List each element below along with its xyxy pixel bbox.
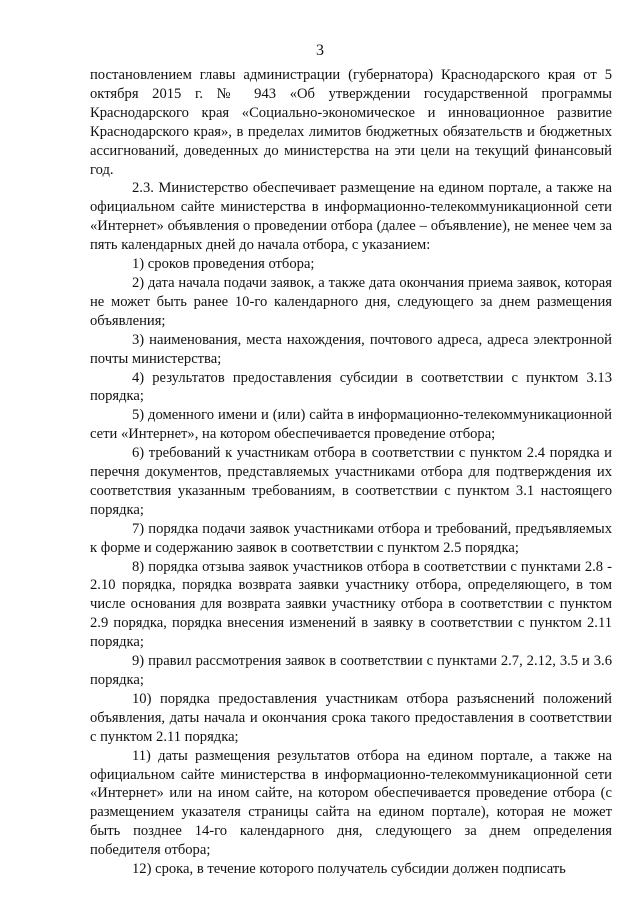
document-body	[90, 66, 612, 879]
page-number: 3	[316, 42, 324, 59]
paragraph: 9) правил рассмотрения заявок в соответствии с пунктами 2.7, 2.12, 3.5 и 3.6 порядка;	[90, 653, 612, 688]
paragraph: 3) наименования, места нахождения, почтового адреса, адреса электронной почты министерства;	[90, 331, 612, 367]
paragraph: 11) даты размещения результатов отбора на едином портале, а также на официальном сайте министерства в информационно-телекоммуникационной сети «Интернет» или на ином сайте, на котором обеспечивается проведение отбора (с размещением указателя страницы сайта на едином портале), которая не может быть позднее 14-го календарного дня, следующего за днем определения победителя отбора;	[90, 747, 612, 859]
paragraph: 5) доменного имени и (или) сайта в информационно-телекоммуникационной сети «Интернет», на котором обеспечивается проведение отбора;	[90, 407, 612, 443]
paragraph: 2.3. Министерство обеспечивает размещение на едином портале, а также на официальном сайте министерства в информационно-телекоммуникационной сети «Интернет» объявления о проведении отбора (далее – объявление), не менее чем за пять календарных дней до начала отбора, с указанием:	[90, 180, 612, 254]
paragraph: 10) порядка предоставления участникам отбора разъяснений положений объявления, даты начала и окончания срока такого предоставления в соответствии с пунктом 2.11 порядка;	[90, 690, 612, 745]
paragraph: 7) порядка подачи заявок участниками отбора и требований, предъявляемых к форме и содержанию заявок в соответствии с пунктом 2.5 порядка;	[90, 520, 612, 556]
paragraph: постановлением главы администрации (губернатора) Краснодарского края от 5 октября 2015 г. № 943 «Об утверждении государственной программы Краснодарского края «Социально-экономическое и инновационное развитие Краснодарского края», в пределах лимитов бюджетных обязательств и бюджетных ассигнований, доведенных до министерства на эти цели на текущий финансовый год.	[90, 67, 612, 178]
paragraph: 6) требований к участникам отбора в соответствии с пунктом 2.4 порядка и перечня документов, представляемых участниками отбора для подтверждения их соответствия указанным требованиям, в соответствии с пунктом 3.1 настоящего порядка;	[90, 445, 612, 518]
paragraph: 4) результатов предоставления субсидии в соответствии с пунктом 3.13 порядка;	[90, 369, 612, 405]
paragraph: 2) дата начала подачи заявок, а также дата окончания приема заявок, которая не может быть ранее 10-го календарного дня, следующего за днем размещения объявления;	[90, 274, 612, 329]
paragraph: 12) срока, в течение которого получатель субсидии должен подписать	[132, 861, 566, 878]
paragraph: 1) сроков проведения отбора;	[132, 256, 315, 273]
paragraph: 8) порядка отзыва заявок участников отбора в соответствии с пунктами 2.8 - 2.10 порядка, порядка возврата заявки участнику отбора, определяющего, в том числе основания для возврата заявки участнику отбора в соответствии с пунктом 2.9 порядка, порядка внесения изменений в заявку в соответствии с пунктом 2.11 порядка;	[90, 558, 612, 651]
